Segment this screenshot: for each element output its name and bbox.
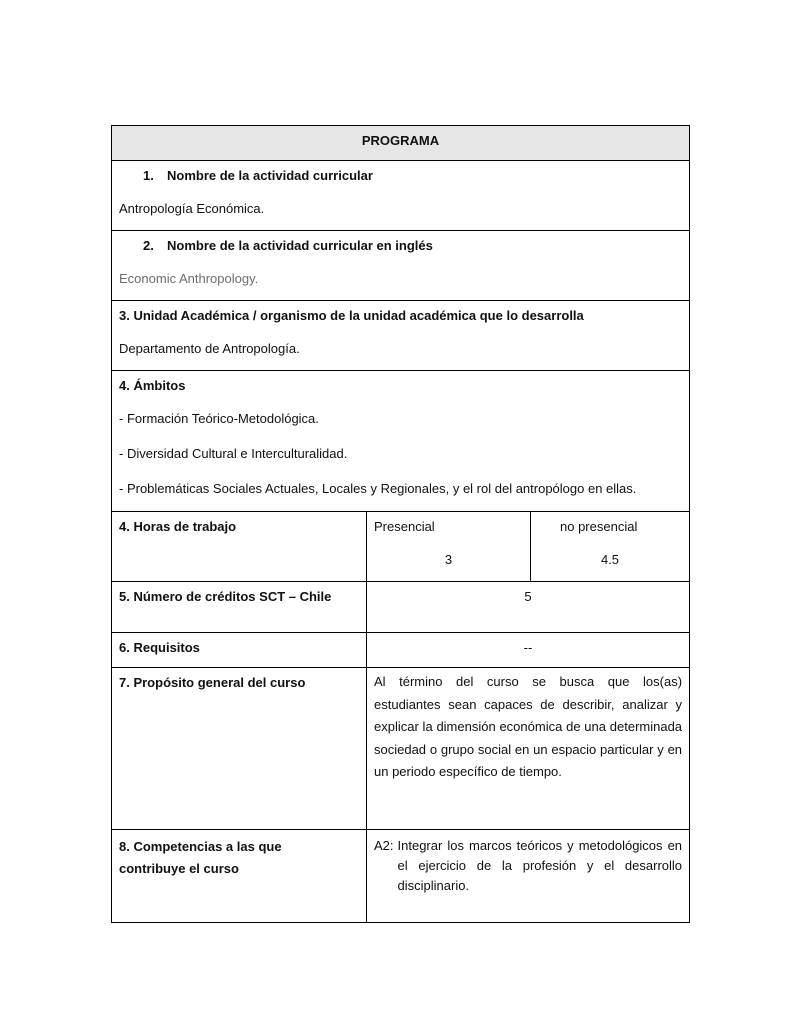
section-4-row bbox=[112, 371, 690, 512]
proposito-row bbox=[112, 668, 690, 830]
academic-unit-value: Departamento de Antropología. bbox=[119, 341, 300, 356]
ambito-item: - Diversidad Cultural e Interculturalidad. bbox=[119, 446, 348, 461]
credits-label: 5. Número de créditos SCT – Chile bbox=[112, 582, 367, 633]
competencia-text: Integrar los marcos teóricos y metodológicos en el ejercicio de la profesión y el desarrollo disciplinario. bbox=[397, 838, 683, 893]
competencia-item bbox=[374, 836, 682, 896]
section-3-row bbox=[112, 301, 690, 371]
no-presencial-label: no presencial bbox=[560, 519, 638, 534]
header-row bbox=[112, 126, 690, 161]
no-presencial-value: 4.5 bbox=[600, 552, 620, 567]
requisitos-row bbox=[112, 633, 690, 668]
section-4-heading: 4. Ámbitos bbox=[119, 378, 186, 393]
hours-label: 4. Horas de trabajo bbox=[112, 512, 367, 582]
ambito-item: - Formación Teórico-Metodológica. bbox=[119, 411, 319, 426]
section-1-heading: 1. Nombre de la actividad curricular bbox=[143, 168, 373, 183]
program-title: PROGRAMA bbox=[112, 126, 690, 161]
section-3-heading: 3. Unidad Académica / organismo de la unidad académica que lo desarrolla bbox=[119, 308, 584, 323]
program-table bbox=[111, 125, 690, 923]
presencial-cell bbox=[367, 512, 531, 582]
no-presencial-cell bbox=[531, 512, 690, 582]
competencia-code: A2: bbox=[374, 838, 394, 853]
competencias-label: 8. Competencias a las que contribuye el curso bbox=[112, 830, 367, 923]
competencias-row bbox=[112, 830, 690, 923]
section-2-row bbox=[112, 231, 690, 301]
proposito-label: 7. Propósito general del curso bbox=[112, 668, 367, 830]
proposito-cell bbox=[367, 668, 690, 830]
credits-row bbox=[112, 582, 690, 633]
competencias-cell bbox=[367, 830, 690, 923]
course-name-value: Antropología Económica. bbox=[119, 201, 265, 216]
requisitos-label: 6. Requisitos bbox=[112, 633, 367, 668]
section-2-heading: 2. Nombre de la actividad curricular en inglés bbox=[143, 238, 433, 253]
course-name-english-value: Economic Anthropology. bbox=[119, 271, 259, 286]
section-1-row bbox=[112, 161, 690, 231]
presencial-value: 3 bbox=[444, 552, 453, 567]
credits-value: 5 bbox=[367, 582, 690, 633]
requisitos-value: -- bbox=[367, 633, 690, 668]
ambito-item: - Problemáticas Sociales Actuales, Locales y Regionales, y el rol del antropólogo en ellas. bbox=[119, 481, 637, 496]
hours-row bbox=[112, 512, 690, 582]
proposito-text: Al término del curso se busca que los(as) estudiantes sean capaces de describir, analizar y explicar la dimensión económica de una determinada sociedad o grupo social en un espacio particular y en un periodo específico de tiempo. bbox=[374, 674, 683, 779]
presencial-label: Presencial bbox=[374, 519, 435, 534]
